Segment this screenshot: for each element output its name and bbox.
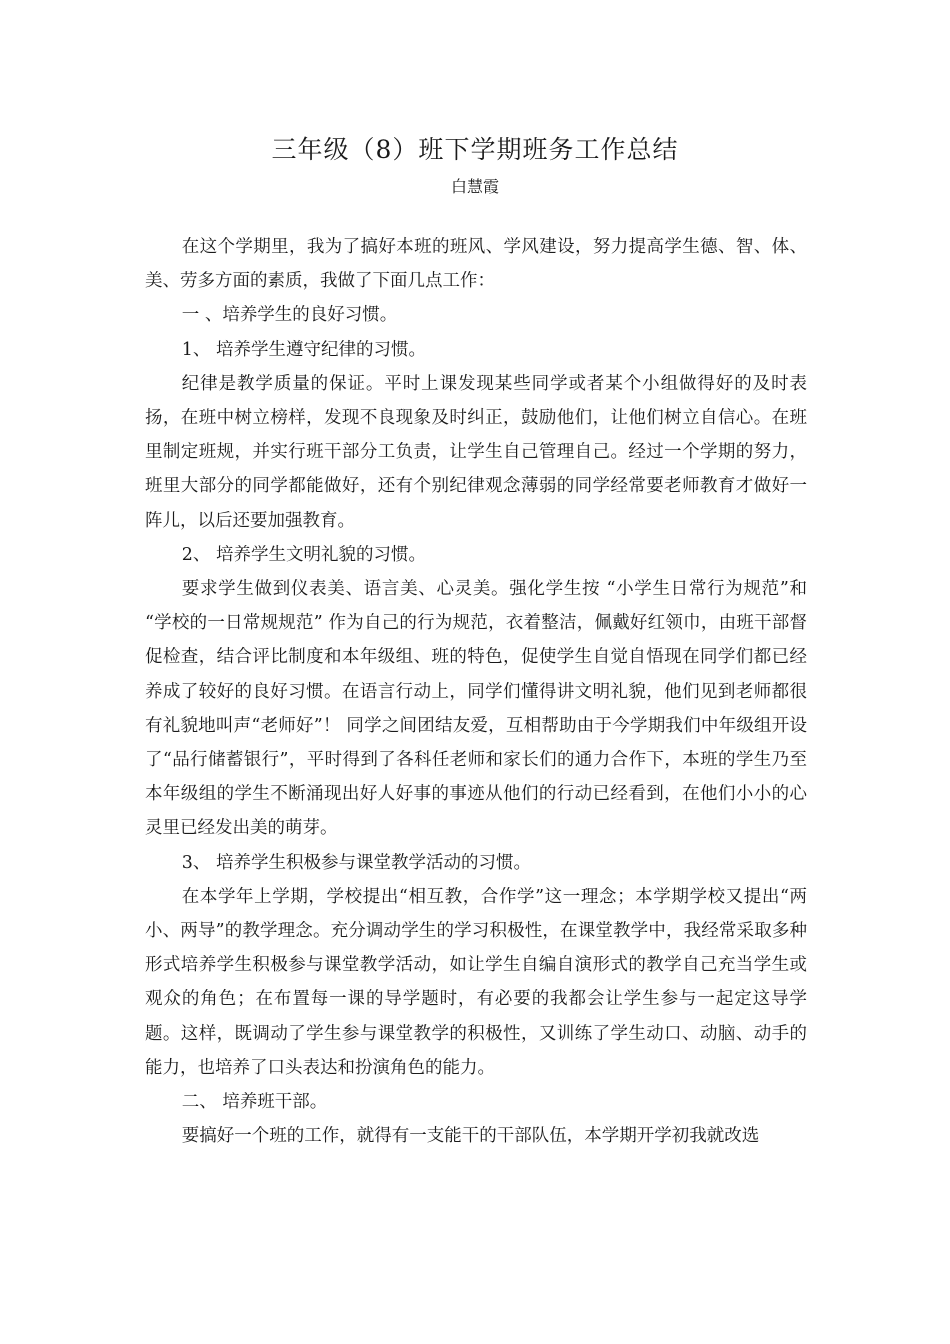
subsection-heading-1-2: 2、 培养学生文明礼貌的习惯。 — [181, 544, 426, 565]
subsection-heading-1-3: 3、 培养学生积极参与课堂教学活动的习惯。 — [181, 852, 531, 873]
document-body — [145, 230, 807, 1153]
courtesy-paragraph: 要求学生做到仪表美、语言美、心灵美。强化学生按 “小学生日常行为规范”和 “学校的一日常规规范” 作为自己的行为规范，衣着整洁，佩戴好红领巾，由班干部督促检查，结合评比制度和本年级组、班的特色，促使学生自觉自悟现在同学们都已经养成了较好的良好习惯。在语言行动上，同学们懂得讲文明礼貌，他们见到老师都很有礼貌地叫声“老师好”！ 同学之间团结友爱，互相帮助由于今学期我们中年级组开设了“品行储蓄银行”，平时得到了各科任老师和家长们的通力合作下，本班的学生乃至本年级组的学生不断涌现出好人好事的事迹从他们的行动已经看到，在他们小小的心灵里已经发出美的萌芽。 — [145, 579, 807, 839]
subsection-heading-1-1: 1、 培养学生遵守纪律的习惯。 — [181, 339, 426, 360]
section-heading-2: 二、 培养班干部。 — [181, 1092, 328, 1113]
document-author: 白慧霞 — [450, 177, 499, 196]
cadre-paragraph: 要搞好一个班的工作，就得有一支能干的干部队伍，本学期开学初我就改选 — [181, 1126, 760, 1147]
section-heading-1: 一 、培养学生的良好习惯。 — [181, 305, 398, 326]
intro-paragraph: 在这个学期里，我为了搞好本班的班风、学风建设，努力提高学生德、智、体、美、劳多方面的素质，我做了下面几点工作： — [145, 237, 807, 292]
document-title: 三年级（8）班下学期班务工作总结 — [271, 135, 679, 164]
participation-paragraph: 在本学年上学期，学校提出“相互教，合作学”这一理念；本学期学校又提出“两小、两导”的教学理念。充分调动学生的学习积极性，在课堂教学中，我经常采取多种形式培养学生积极参与课堂教学活动，如让学生自编自演形式的教学自己充当学生或观众的角色；在布置每一课的导学题时，有必要的我都会让学生参与一起定这导学题。这样，既调动了学生参与课堂教学的积极性，又训练了学生动口、动脑、动手的能力，也培养了口头表达和扮演角色的能力。 — [145, 886, 807, 1078]
discipline-paragraph: 纪律是教学质量的保证。平时上课发现某些同学或者某个小组做得好的及时表扬，在班中树立榜样，发现不良现象及时纠正，鼓励他们，让他们树立自信心。在班里制定班规，并实行班干部分工负责，让学生自己管理自己。经过一个学期的努力，班里大部分的同学都能做好，还有个别纪律观念薄弱的同学经常要老师教育才做好一阵儿，以后还要加强教育。 — [145, 373, 807, 531]
